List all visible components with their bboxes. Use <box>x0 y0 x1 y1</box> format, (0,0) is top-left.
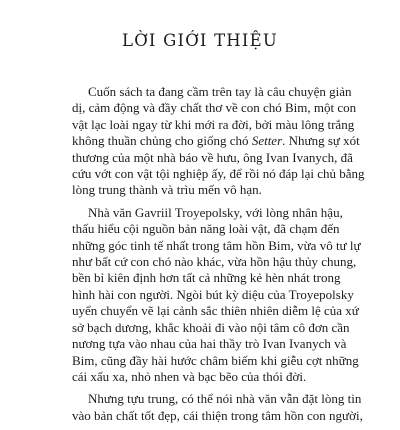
text-line: Nhưng tựu trung, có thể nói nhà văn vẫn đặt lòng tin <box>88 391 362 407</box>
text-line: thấu hiểu cội nguồn bản năng loài vật, đã chạm đến <box>72 221 340 237</box>
text-segment: không thuần chủng cho giống chó <box>72 133 252 149</box>
text-line: vào bản chất tốt đẹp, cái thiện trong tâm hồn con người, <box>72 407 363 423</box>
paragraph <box>72 204 361 385</box>
paragraph <box>72 84 365 199</box>
text-line: cứu vớt con vật tội nghiệp ấy, để rồi nó đáp lại chủ bằng <box>72 166 365 182</box>
text-line: bền bỉ kiên định hơn tất cả những kẻ hèn nhát trong <box>72 270 341 286</box>
text-line: nương tựa vào nhau của hai thầy trò Ivan Ivanych và <box>72 336 347 352</box>
text-line: uyển chuyển vẽ lại cảnh sắc thiên nhiên diễm lệ của xứ <box>72 303 359 319</box>
text-line: những góc tinh tế nhất trong tâm hồn Bim, vừa vô tư lự <box>72 237 361 253</box>
text-line: cái xấu xa, nhỏ nhen và bạc bẽo của thói đời. <box>72 368 307 384</box>
text-line: Bim, cũng đầy hài hước châm biếm khi giễu cợt những <box>72 352 359 368</box>
text-line: sở bạch dương, khắc khoải đi vào nội tâm cô đơn cần <box>72 319 350 335</box>
text-line: dị, cảm động và đầy chất thơ về con chó Bim, một con <box>72 100 357 116</box>
text-line: vật lạc loài ngay từ khi mới ra đời, bởi màu lông trắng <box>72 116 355 132</box>
paragraph <box>72 391 363 424</box>
italic-breed-name: Setter <box>251 133 283 149</box>
page-title: LỜI GIỚI THIỆU <box>122 31 278 50</box>
text-line: thương của một nhà báo về hưu, ông Ivan Ivanych, đã <box>72 149 353 165</box>
text-line <box>72 133 360 149</box>
body-text <box>72 84 365 430</box>
text-line: hình hài con người. Ngòi bút kỳ diệu của Troyepolsky <box>72 286 354 302</box>
text-line: lòng trung thành và trìu mến vô hạn. <box>72 182 262 198</box>
text-line: như bất cứ con chó nào khác, vừa hồn hậu thủy chung, <box>72 254 357 270</box>
text-line: Cuốn sách ta đang cầm trên tay là câu chuyện giản <box>88 84 352 99</box>
text-segment: . Nhưng sự xót <box>282 133 360 149</box>
text-line: Nhà văn Gavriil Troyepolsky, với lòng nhân hậu, <box>88 204 343 220</box>
